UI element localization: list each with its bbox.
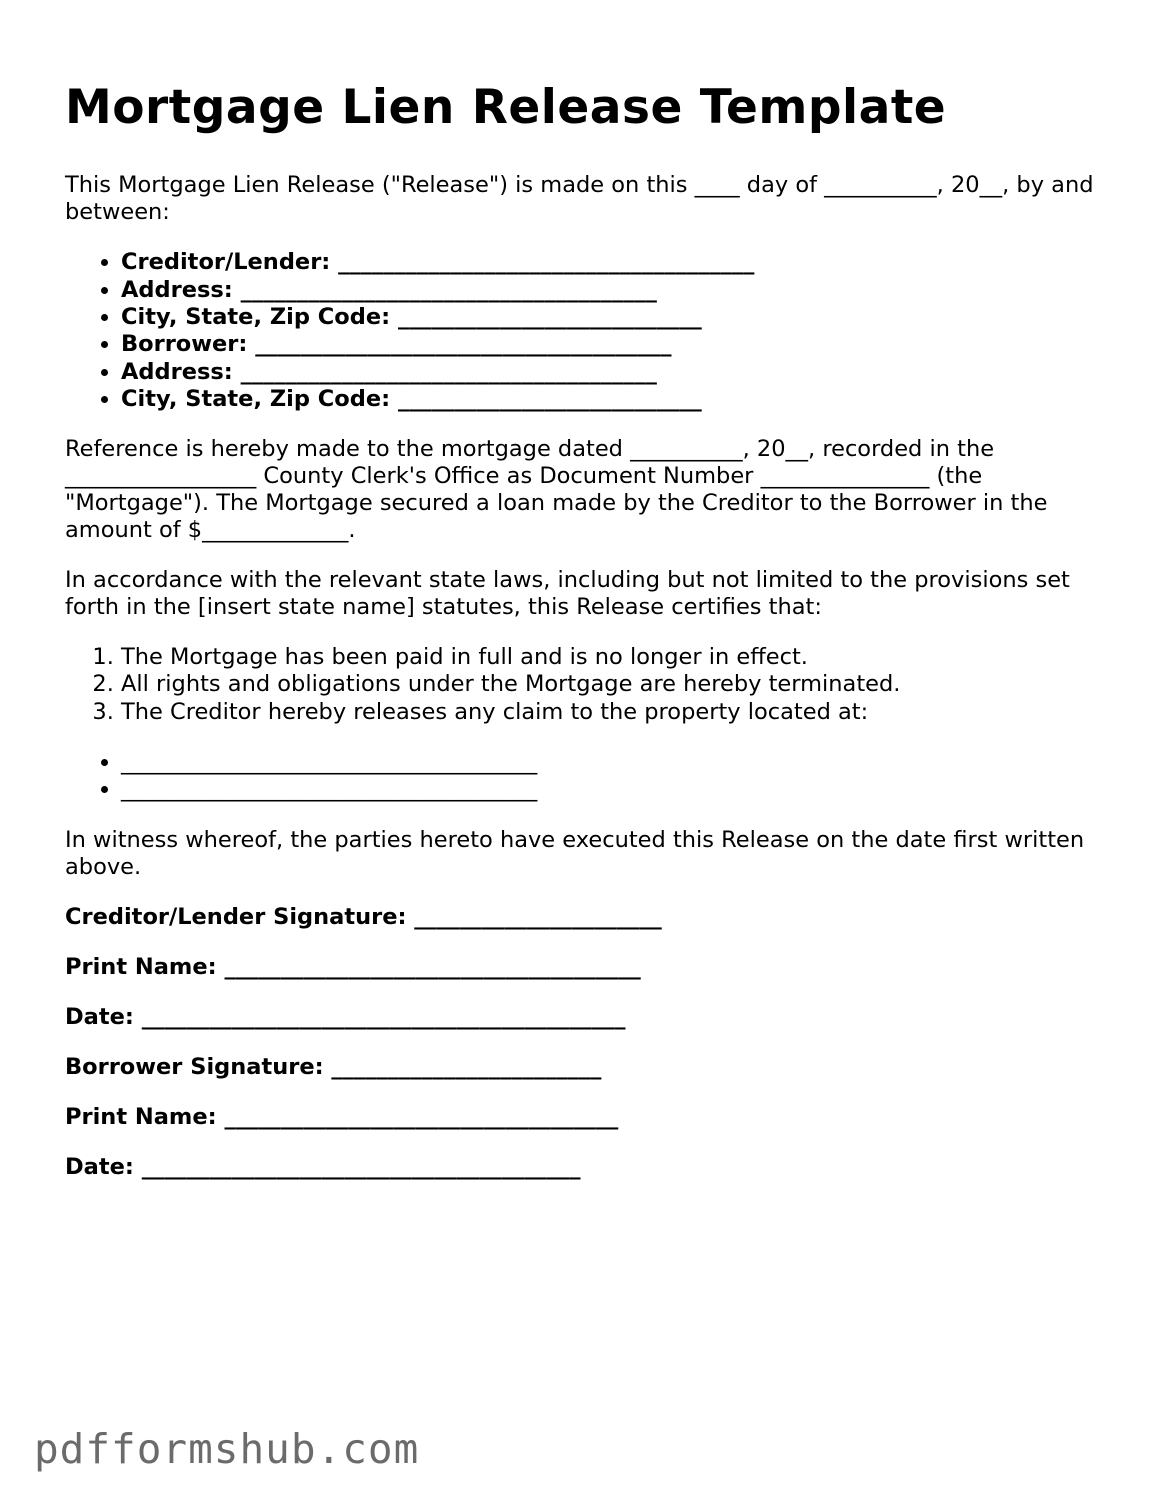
borrower-date-line: Date: _______________________________________ <box>65 1153 581 1180</box>
watermark-text: pdfformshub.com <box>34 1425 420 1473</box>
document-title: Mortgage Lien Release Template <box>65 80 947 135</box>
certifications-list <box>65 644 1115 726</box>
parties-list <box>65 249 1115 413</box>
certification-item: 2. All rights and obligations under the Mortgage are hereby terminated. <box>121 671 1115 698</box>
reference-paragraph: Reference is hereby made to the mortgage dated __________, 20__, recorded in the _________________ County Clerk's Office as Document Number _______________ (the "Mortgage"). The Mortgage secured a loan made by the Creditor to the Borrower in the amount of $_____________. <box>65 436 1048 544</box>
party-line-borrower-address: • Address: _____________________________________ <box>121 359 1115 386</box>
document-page <box>65 80 1115 1204</box>
certification-item: 1. The Mortgage has been paid in full and is no longer in effect. <box>121 644 1115 671</box>
creditor-date-line: Date: ___________________________________________ <box>65 1003 626 1030</box>
party-line-borrower-city: • City, State, Zip Code: ___________________________ <box>121 386 1115 413</box>
creditor-signature-line: Creditor/Lender Signature: ______________________ <box>65 903 662 930</box>
certification-item: 3. The Creditor hereby releases any claim to the property located at: <box>121 699 1115 726</box>
property-lines-list <box>65 749 1115 804</box>
party-line-creditor-address: • Address: _____________________________________ <box>121 277 1115 304</box>
property-line: • _____________________________________ <box>121 776 1115 803</box>
witness-paragraph: In witness whereof, the parties hereto have executed this Release on the date first written above. <box>65 826 1085 880</box>
party-line-creditor-city: • City, State, Zip Code: ___________________________ <box>121 304 1115 331</box>
accordance-paragraph: In accordance with the relevant state laws, including but not limited to the provisions set forth in the [insert state name] statutes, this Release certifies that: <box>65 567 1070 621</box>
borrower-signature-line: Borrower Signature: ________________________ <box>65 1053 602 1080</box>
creditor-print-name-line: Print Name: _____________________________________ <box>65 953 641 980</box>
property-line: • _____________________________________ <box>121 749 1115 776</box>
borrower-print-name-line: Print Name: ___________________________________ <box>65 1103 619 1130</box>
party-line-creditor: • Creditor/Lender: _____________________________________ <box>121 249 1115 276</box>
party-line-borrower: • Borrower: _____________________________________ <box>121 331 1115 358</box>
intro-paragraph: This Mortgage Lien Release ("Release") is made on this ____ day of __________, 20__, by and between: <box>65 172 1094 226</box>
